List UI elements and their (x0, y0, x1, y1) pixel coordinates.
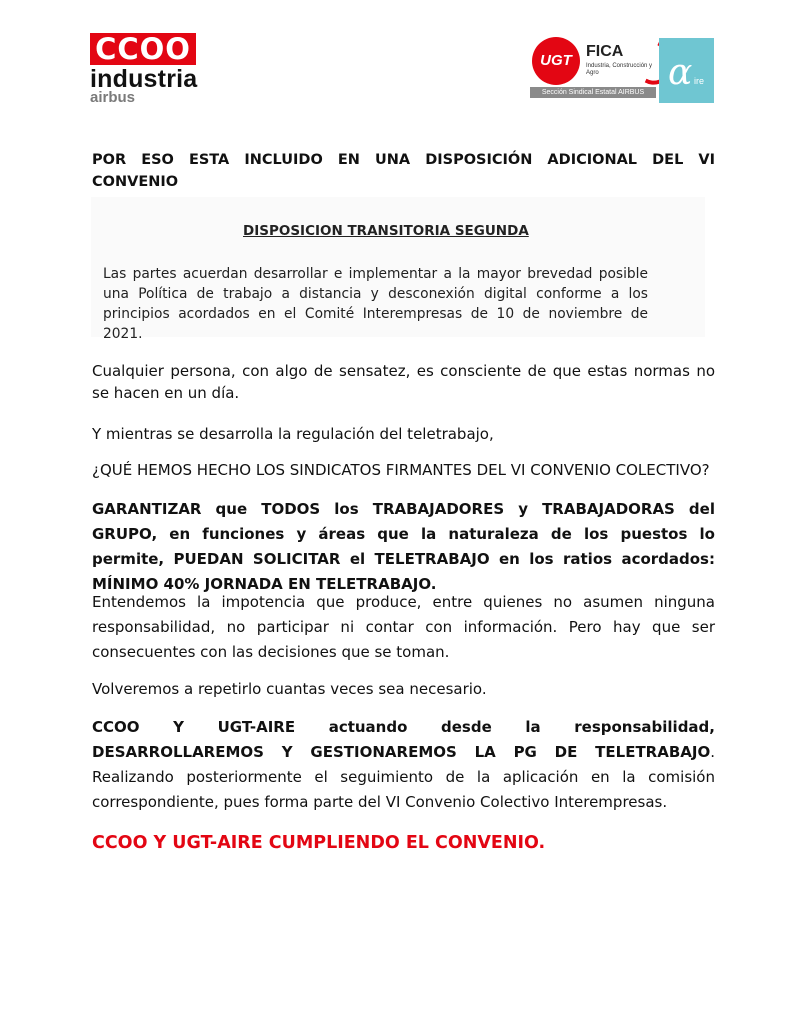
ccoo-logo-airbus: airbus (90, 89, 136, 106)
paragraph-question: ¿QUÉ HEMOS HECHO LOS SINDICATOS FIRMANTES DEL VI CONVENIO COLECTIVO? (92, 461, 710, 479)
ccoo-logo-mark: CCOO (90, 33, 196, 65)
disposicion-title: DISPOSICION TRANSITORIA SEGUNDA (243, 223, 529, 239)
paragraph-responsabilidad-rest: . Realizando posteriormente el seguimiento de la aplicación en la comisión correspondiente, pues forma parte del VI Convenio Colectivo Interempresas. (92, 743, 715, 811)
aire-logo-text: ire (694, 76, 705, 86)
ugt-badge-icon: UGT (532, 37, 580, 85)
ccoo-industria-logo (90, 33, 205, 107)
paragraph-sensatez: Cualquier persona, con algo de sensatez, es consciente de que estas normas no se hacen en un día. (92, 362, 715, 402)
paragraph-responsabilidad (92, 715, 715, 815)
disposicion-quote (91, 197, 705, 342)
paragraph-impotencia: Entendemos la impotencia que produce, entre quienes no asumen ninguna responsabilidad, no participar ni contar con información. Pero hay que ser consecuentes con las decisiones que se toman. (92, 593, 715, 661)
paragraph-garantizar: GARANTIZAR que TODOS los TRABAJADORES y TRABAJADORAS del GRUPO, en funciones y áreas que la naturaleza de los puestos lo permite, PUEDAN SOLICITAR el TELETRABAJO en los ratios acordados: MÍNIMO 40% JORNADA EN TELETRABAJO. (92, 500, 715, 593)
ugt-section-band: Sección Sindical Estatal AIRBUS (530, 87, 656, 98)
paragraph-repetirlo: Volveremos a repetirlo cuantas veces sea necesario. (92, 680, 487, 698)
ccoo-logo-industria: industria (90, 65, 198, 93)
disposicion-body (103, 264, 648, 344)
disposicion-line-3: principios acordados en el Comité Interempresas de 10 de noviembre de 2021. (103, 306, 648, 342)
closing-slogan: CCOO Y UGT-AIRE CUMPLIENDO EL CONVENIO. (92, 833, 546, 853)
aire-logo (659, 38, 714, 103)
disposicion-line-1: Las partes acuerdan desarrollar e implementar a la mayor brevedad posible (103, 266, 648, 282)
aire-alpha-icon: α (668, 52, 693, 93)
intro-line-1: POR ESO ESTA INCLUIDO EN UNA DISPOSICIÓN ADICIONAL DEL VI CONVENIO (92, 152, 715, 190)
disposicion-line-2: una Política de trabajo a distancia y desconexión digital conforme a los (103, 286, 648, 302)
fica-subtitle: Industria, Construcción y Agro (586, 63, 653, 76)
fica-title: FICA (586, 43, 624, 60)
paragraph-responsabilidad-bold: CCOO Y UGT-AIRE actuando desde la responsabilidad, DESARROLLAREMOS Y GESTIONAREMOS LA PG DE TELETRABAJO (92, 718, 715, 761)
ugt-fica-logo (530, 37, 658, 103)
paragraph-mientras: Y mientras se desarrolla la regulación del teletrabajo, (92, 425, 494, 443)
